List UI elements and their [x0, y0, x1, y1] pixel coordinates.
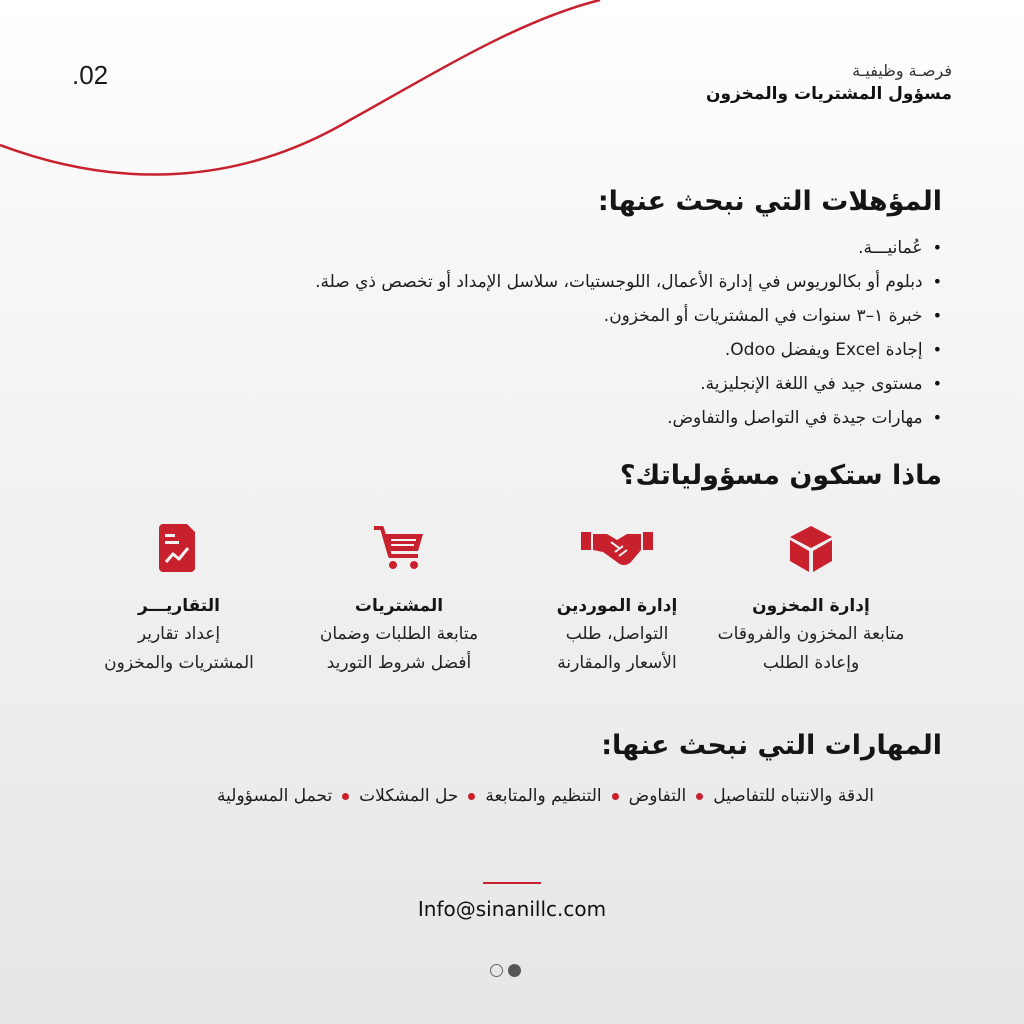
- list-item: • خبرة ١–٣ سنوات في المشتريات أو المخزون.: [315, 302, 942, 336]
- skills-title: المهارات التي نبحث عنها:: [601, 730, 942, 761]
- responsibility-reports: [54, 520, 304, 678]
- handshake-icon: [492, 520, 742, 576]
- pagination-dots: [490, 964, 521, 977]
- responsibility-suppliers: [492, 520, 742, 678]
- qualifications-title: المؤهلات التي نبحث عنها:: [597, 186, 942, 217]
- responsibilities-title: ماذا ستكون مسؤولياتك؟: [619, 460, 942, 491]
- responsibility-desc: التواصل، طلب: [565, 624, 669, 644]
- header-title: مسؤول المشتريات والمخزون: [706, 84, 952, 104]
- list-item: • مستوى جيد في اللغة الإنجليزية.: [315, 370, 942, 404]
- bullet-dot-icon: [342, 793, 349, 800]
- header-subtitle: فرصـة وظيفيـة: [852, 61, 952, 80]
- pagination-dot-1[interactable]: [490, 964, 503, 977]
- responsibility-procurement: [274, 520, 524, 678]
- responsibility-title: التقاريـــر: [138, 596, 220, 616]
- bullet-dot-icon: [696, 793, 703, 800]
- list-item: • دبلوم أو بكالوريوس في إدارة الأعمال، اللوجستيات، سلاسل الإمداد أو تخصص ذي صلة.: [315, 268, 942, 302]
- divider: [483, 882, 541, 884]
- cart-icon: [274, 520, 524, 576]
- responsibility-desc: متابعة المخزون والفروقات: [717, 624, 905, 644]
- page-number: .02: [72, 60, 109, 90]
- list-item: • مهارات جيدة في التواصل والتفاوض.: [315, 404, 942, 438]
- list-item: • عُمانيـــة.: [315, 234, 942, 268]
- skill-item: التفاوض: [628, 786, 687, 806]
- responsibility-desc: متابعة الطلبات وضمان: [319, 624, 479, 644]
- skill-item: التنظيم والمتابعة: [485, 786, 602, 806]
- responsibility-title: إدارة الموردين: [556, 596, 678, 616]
- skill-item: حل المشكلات: [359, 786, 459, 806]
- qualifications-list: [315, 234, 942, 438]
- bullet-dot-icon: [468, 793, 475, 800]
- skill-item: الدقة والانتباه للتفاصيل: [713, 786, 874, 806]
- responsibility-title: المشتريات: [354, 596, 444, 616]
- responsibility-desc: الأسعار والمقارنة: [557, 653, 677, 673]
- list-item: • إجادة Excel ويفضل Odoo.: [315, 336, 942, 370]
- responsibility-desc: المشتريات والمخزون: [104, 653, 254, 673]
- contact-email[interactable]: Info@sinanillc.com: [417, 897, 607, 921]
- skill-item: تحمل المسؤولية: [217, 786, 333, 806]
- skills-list: [217, 786, 874, 806]
- report-icon: [54, 520, 304, 576]
- bullet-dot-icon: [612, 793, 619, 800]
- responsibility-desc: إعداد تقارير: [137, 624, 221, 644]
- responsibility-title: إدارة المخزون: [752, 596, 870, 616]
- responsibility-desc: وإعادة الطلب: [762, 653, 860, 673]
- header: [706, 60, 952, 106]
- pagination-dot-2-active[interactable]: [508, 964, 521, 977]
- responsibility-desc: أفضل شروط التوريد: [326, 653, 472, 673]
